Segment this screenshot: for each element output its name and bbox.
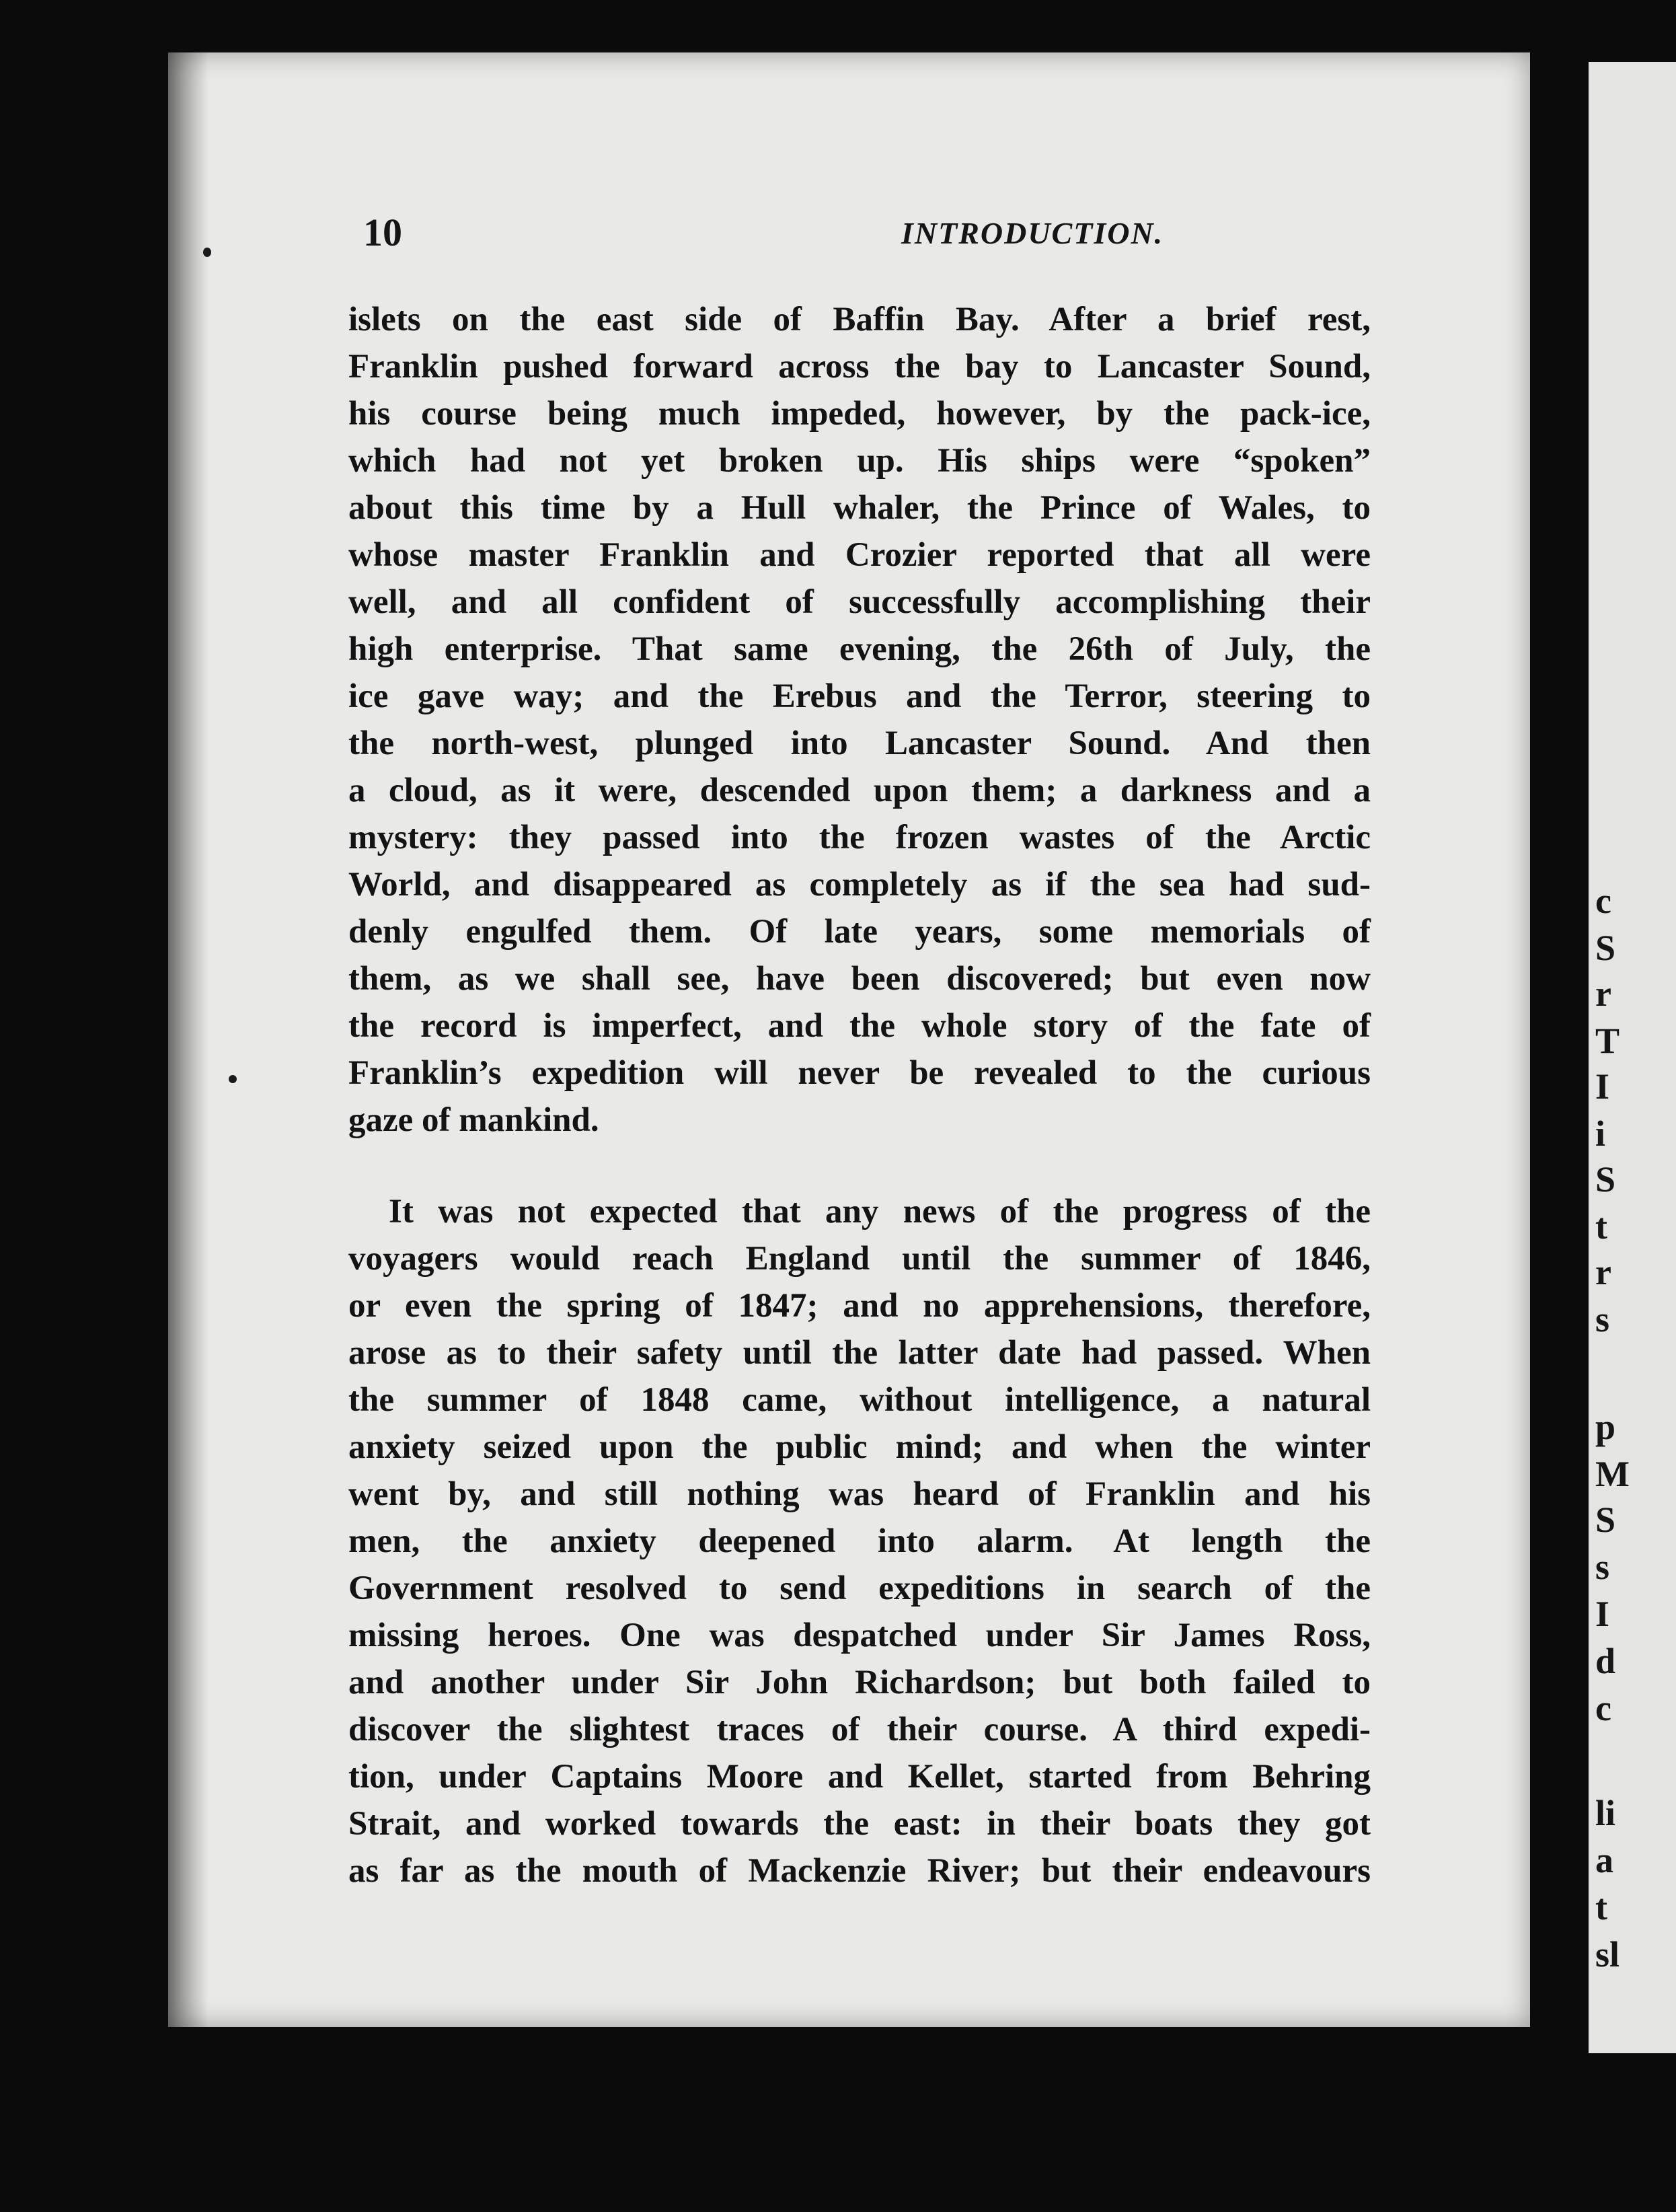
facing-fragment: s bbox=[1595, 1299, 1610, 1339]
text-line: Strait, and worked towards the east: in their boats they got bbox=[348, 1805, 1371, 1843]
facing-fragment: d bbox=[1595, 1641, 1616, 1681]
facing-fragment: c bbox=[1595, 1688, 1611, 1728]
page-number: 10 bbox=[363, 211, 402, 254]
paragraph bbox=[348, 1188, 1371, 1894]
facing-fragment: S bbox=[1595, 1159, 1616, 1200]
text-line: high enterprise. That same evening, the 26th of July, the bbox=[348, 630, 1371, 668]
facing-fragment: r bbox=[1595, 1252, 1611, 1292]
text-line: denly engulfed them. Of late years, some memorials of bbox=[348, 913, 1371, 951]
text-line: arose as to their safety until the latter date had passed. When bbox=[348, 1334, 1371, 1372]
ink-speck bbox=[229, 1075, 237, 1083]
facing-fragment: I bbox=[1595, 1066, 1610, 1107]
text-line: missing heroes. One was despatched under Sir James Ross, bbox=[348, 1617, 1371, 1654]
paragraph bbox=[348, 296, 1371, 1144]
text-line: It was not expected that any news of the progress of the bbox=[389, 1193, 1371, 1230]
text-line: ice gave way; and the Erebus and the Terror, steering to bbox=[348, 677, 1371, 715]
facing-fragment: sl bbox=[1595, 1934, 1620, 1975]
facing-fragment: s bbox=[1595, 1547, 1610, 1587]
text-line: Government resolved to send expeditions in search of the bbox=[348, 1570, 1371, 1607]
text-line: which had not yet broken up. His ships were “spoken” bbox=[348, 442, 1371, 480]
text-line: Franklin pushed forward across the bay to Lancaster Sound, bbox=[348, 348, 1371, 385]
text-line: anxiety seized upon the public mind; and when the winter bbox=[348, 1428, 1371, 1466]
page-body bbox=[348, 296, 1371, 1894]
text-line: as far as the mouth of Mackenzie River; but their endeavours bbox=[348, 1852, 1371, 1890]
facing-fragment: li bbox=[1595, 1793, 1616, 1833]
text-line: a cloud, as it were, descended upon them; a darkness and a bbox=[348, 772, 1371, 809]
facing-fragment: t bbox=[1595, 1887, 1607, 1927]
text-line: went by, and still nothing was heard of Franklin and his bbox=[348, 1475, 1371, 1513]
text-line: islets on the east side of Baffin Bay. After a brief rest, bbox=[348, 301, 1371, 338]
text-line: well, and all confident of successfully accomplishing their bbox=[348, 583, 1371, 621]
paragraph-break bbox=[348, 1144, 1371, 1188]
text-line: whose master Franklin and Crozier reported that all were bbox=[348, 536, 1371, 574]
text-line: discover the slightest traces of their course. A third expedi- bbox=[348, 1711, 1371, 1748]
facing-fragment: a bbox=[1595, 1840, 1613, 1880]
facing-fragment: I bbox=[1595, 1594, 1610, 1634]
running-title: INTRODUCTION. bbox=[901, 216, 1164, 250]
text-line: tion, under Captains Moore and Kellet, started from Behring bbox=[348, 1758, 1371, 1796]
facing-fragment: r bbox=[1595, 973, 1611, 1014]
text-line: about this time by a Hull whaler, the Prince of Wales, to bbox=[348, 489, 1371, 527]
facing-fragment: M bbox=[1595, 1454, 1630, 1494]
facing-fragment: i bbox=[1595, 1113, 1606, 1154]
text-line: men, the anxiety deepened into alarm. At length the bbox=[348, 1522, 1371, 1560]
text-line: voyagers would reach England until the summer of 1846, bbox=[348, 1240, 1371, 1278]
text-line: and another under Sir John Richardson; but both failed to bbox=[348, 1664, 1371, 1701]
facing-fragment: T bbox=[1595, 1021, 1620, 1061]
text-line: mystery: they passed into the frozen wastes of the Arctic bbox=[348, 819, 1371, 856]
ink-speck bbox=[203, 248, 211, 257]
text-line: them, as we shall see, have been discovered; but even now bbox=[348, 960, 1371, 998]
facing-fragment: S bbox=[1595, 928, 1616, 968]
text-line: the north-west, plunged into Lancaster Sound. And then bbox=[348, 725, 1371, 762]
facing-fragment: S bbox=[1595, 1500, 1616, 1540]
running-head bbox=[363, 210, 1533, 257]
facing-fragment: c bbox=[1595, 881, 1611, 921]
text-line: the record is imperfect, and the whole story of the fate of bbox=[348, 1007, 1371, 1045]
text-line: his course being much impeded, however, by the pack-ice, bbox=[348, 395, 1371, 433]
facing-fragment: t bbox=[1595, 1206, 1607, 1247]
facing-fragment: p bbox=[1595, 1407, 1616, 1447]
facing-page-edge bbox=[1589, 62, 1676, 2053]
text-line: Franklin’s expedition will never be revealed to the curious bbox=[348, 1054, 1371, 1092]
text-line: or even the spring of 1847; and no apprehensions, therefore, bbox=[348, 1287, 1371, 1325]
text-line: World, and disappeared as completely as if the sea had sud- bbox=[348, 866, 1371, 904]
text-line: gaze of mankind. bbox=[348, 1101, 599, 1139]
text-line: the summer of 1848 came, without intelligence, a natural bbox=[348, 1381, 1371, 1419]
